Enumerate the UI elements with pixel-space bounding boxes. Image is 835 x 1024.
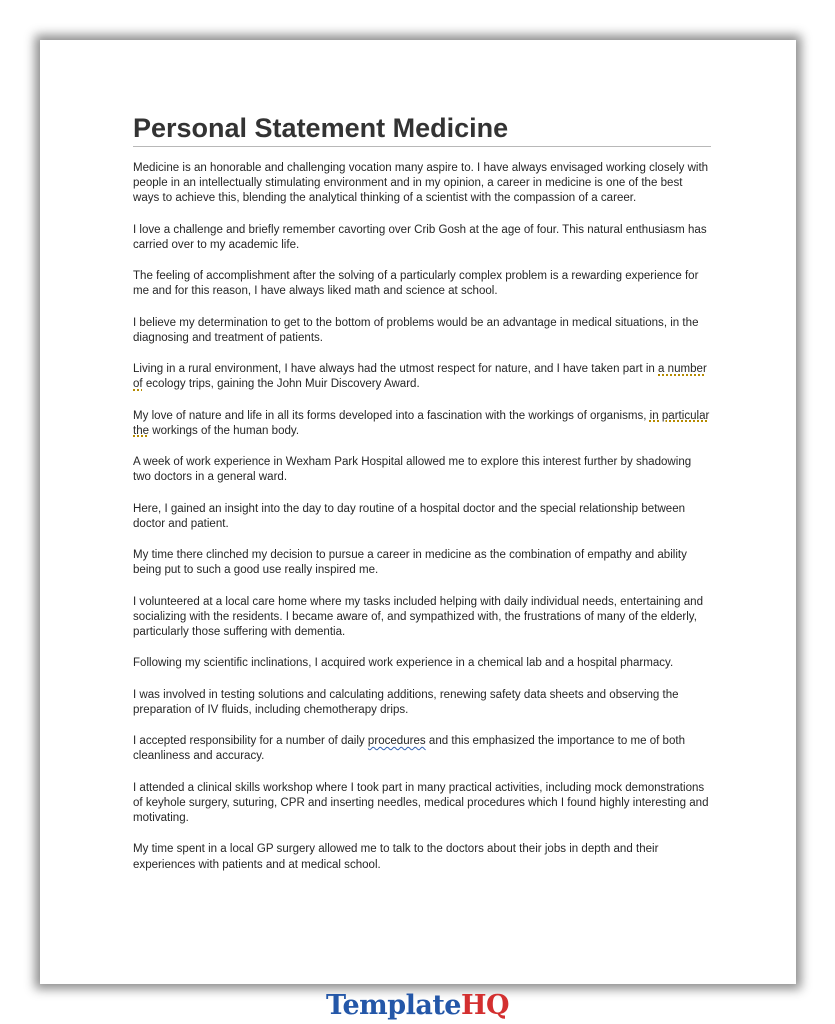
paragraph-text: My love of nature and life in all its forms developed into a fascination with the workings of organisms, — [133, 409, 650, 422]
paragraph: I love a challenge and briefly remember cavorting over Crib Gosh at the age of four. This natural enthusiasm has carried over to my academic life. — [133, 223, 707, 251]
paragraph: Here, I gained an insight into the day to day routine of a hospital doctor and the special relationship between doctor and patient. — [133, 502, 686, 530]
paragraph: I believe my determination to get to the bottom of problems would be an advantage in medical situations, in the diagnosing and treatment of patients. — [133, 316, 699, 344]
document-title: Personal Statement Medicine — [133, 112, 711, 147]
paragraph: My time spent in a local GP surgery allowed me to talk to the doctors about their jobs in depth and their experiences with patients and at medical school. — [133, 843, 659, 871]
paragraph — [133, 409, 711, 439]
watermark-part-template: Template — [325, 990, 461, 1021]
paragraph: My time there clinched my decision to pursue a career in medicine as the combination of empathy and ability being put to such a good use really inspired me. — [133, 549, 687, 577]
grammar-marked-text[interactable]: in particular the — [133, 409, 710, 437]
paragraph: I volunteered at a local care home where my tasks included helping with daily individual needs, entertaining and socializing with the residents. I became aware of, and sympathized with, the frustrations of many of the elderly, particularly those suffering with dementia. — [133, 595, 703, 639]
paragraph: Medicine is an honorable and challenging vocation many aspire to. I have always envisaged working closely with people in an intellectually stimulating environment and in my opinion, a career in medicine is one of the best ways to achieve this, blending the analytical thinking of a scientist with the compassion of a career. — [133, 162, 709, 205]
paragraph: A week of work experience in Wexham Park Hospital allowed me to explore this interest further by shadowing two doctors in a general ward. — [133, 456, 692, 484]
paragraph: The feeling of accomplishment after the solving of a particularly complex problem is a rewarding experience for me and for this reason, I have always liked math and science at school. — [133, 270, 699, 298]
paragraph-text: workings of the human body. — [149, 424, 300, 437]
document-page — [40, 40, 796, 984]
paragraph — [133, 734, 711, 764]
spelling-marked-text[interactable]: procedures — [367, 735, 426, 748]
paragraph: I attended a clinical skills workshop where I took part in many practical activities, including mock demonstrations of keyhole surgery, suturing, CPR and inserting needles, medical procedures which I found highly interesting and motivating. — [133, 781, 709, 825]
paragraph: I was involved in testing solutions and calculating additions, renewing safety data sheets and observing the preparation of IV fluids, including chemotherapy drips. — [133, 688, 679, 716]
grammar-marked-text[interactable]: a number of — [133, 363, 707, 391]
templatehq-watermark-logo — [0, 988, 835, 1024]
paragraph-text: and this emphasized the importance to me of both cleanliness and accuracy. — [133, 735, 686, 763]
document-content — [133, 112, 711, 889]
paragraph: Following my scientific inclinations, I acquired work experience in a chemical lab and a hospital pharmacy. — [133, 657, 674, 670]
paragraph — [133, 362, 711, 392]
watermark-part-hq: HQ — [461, 990, 510, 1021]
paragraph-text: I accepted responsibility for a number of daily — [133, 735, 368, 748]
paragraph-text: ecology trips, gaining the John Muir Discovery Award. — [142, 378, 420, 391]
paragraph-text: Living in a rural environment, I have always had the utmost respect for nature, and I have taken part in — [133, 363, 659, 376]
